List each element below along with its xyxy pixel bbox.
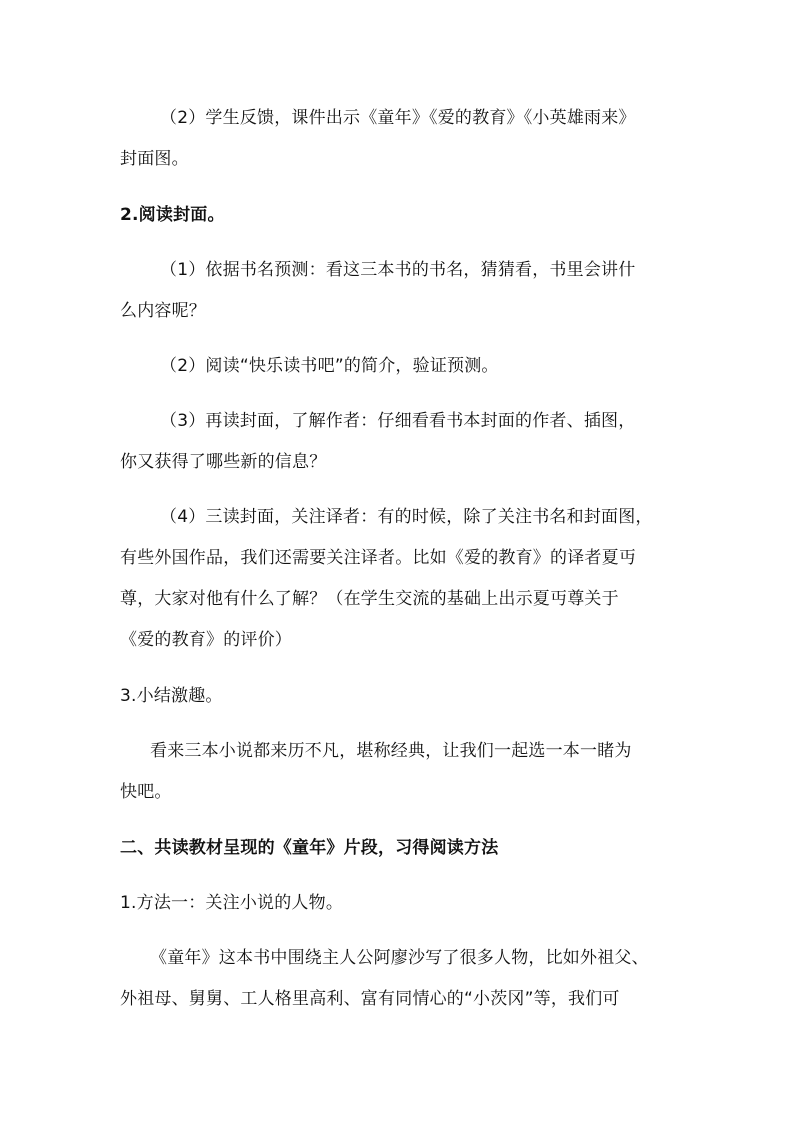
paragraph-5-line-1: （3）再读封面，了解作者：仔细看看书本封面的作者、插图， [160,411,636,431]
paragraph-6-line-4: 《爱的教育》的评价） [120,630,292,650]
paragraph-8-line-1: 看来三本小说都来历不凡，堪称经典，让我们一起选一本一睹为 [150,741,632,761]
method-one-heading: 1.方法一：关注小说的人物。 [120,893,344,913]
section-heading-read-cover: 2.阅读封面。 [120,205,225,225]
section-heading-summary: 3.小结激趣。 [120,686,223,706]
paragraph-6-line-1: （4）三读封面，关注译者：有的时候，除了关注书名和封面图， [160,507,653,527]
paragraph-8-line-2: 快吧。 [120,782,172,802]
paragraph-6-line-2: 有些外国作品，我们还需要关注译者。比如《爱的教育》的译者夏丏 [120,548,636,568]
paragraph-1-line-1: （2）学生反馈，课件出示《童年》《爱的教育》《小英雄雨来》 [160,108,636,128]
paragraph-1-line-2: 封面图。 [120,149,189,169]
section-heading-shared-reading: 二、共读教材呈现的《童年》片段，习得阅读方法 [120,838,499,858]
paragraph-11-line-2: 外祖母、舅舅、工人格里高利、富有同情心的“小茨冈”等，我们可 [120,989,620,1009]
paragraph-4-line-1: （2）阅读“快乐读书吧”的简介，验证预测。 [160,356,499,376]
paragraph-3-line-1: （1）依据书名预测：看这三本书的书名，猜猜看，书里会讲什 [160,260,636,280]
paragraph-3-line-2: 么内容呢？ [120,301,206,321]
paragraph-11-line-1: 《童年》这本书中围绕主人公阿廖沙写了很多人物，比如外祖父、 [150,948,649,968]
paragraph-5-line-2: 你又获得了哪些新的信息？ [120,452,327,472]
paragraph-6-line-3: 尊，大家对他有什么了解？（在学生交流的基础上出示夏丏尊关于 [120,589,619,609]
